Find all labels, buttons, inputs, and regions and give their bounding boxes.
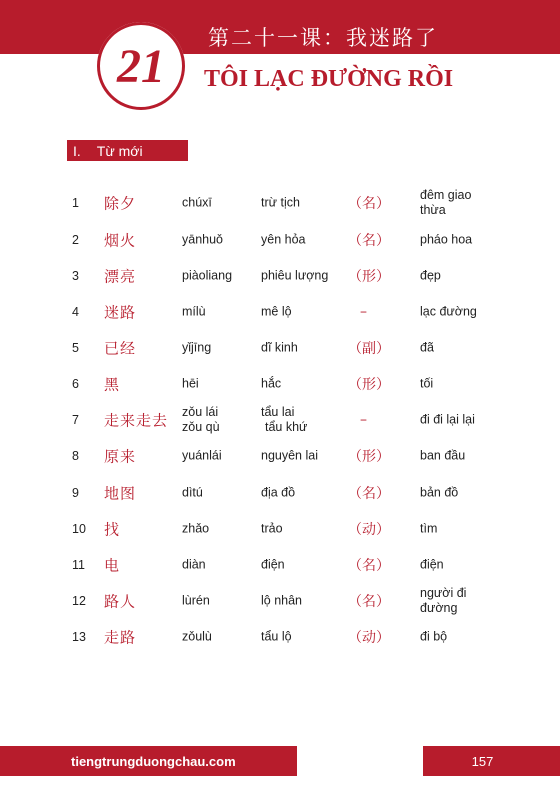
vocab-hanviet — [261, 449, 318, 464]
vocab-row — [0, 514, 560, 544]
vocab-hanviet-line: địa đồ — [261, 485, 296, 500]
vocab-number: 10 — [72, 522, 86, 536]
vocab-hanviet-line: trảo — [261, 521, 283, 536]
vocab-pinyin-line: yǐjīng — [182, 340, 212, 355]
vocab-row — [0, 261, 560, 291]
vocab-pinyin — [182, 405, 220, 435]
vocab-meaning-line: đẹp — [420, 268, 441, 283]
lesson-title-vietnamese: TÔI LẠC ĐƯỜNG RỒI — [204, 66, 454, 92]
vocab-hanzi: 已经 — [104, 339, 137, 358]
vocab-pinyin — [182, 341, 211, 356]
vocab-meaning-line: người đi — [420, 586, 467, 600]
vocab-row — [0, 225, 560, 255]
vocab-hanzi: 烟火 — [104, 231, 137, 250]
vocab-hanzi: 黑 — [104, 375, 121, 394]
vocab-number: 3 — [72, 269, 79, 283]
vocab-hanviet-line: hắc — [261, 376, 282, 391]
vocab-meaning-line: đi đi lại lại — [420, 412, 475, 427]
vocab-pinyin — [182, 377, 199, 392]
vocab-meaning — [420, 233, 520, 248]
vocab-hanviet — [261, 405, 307, 435]
vocab-pinyin-line: piàoliang — [182, 268, 233, 283]
vocab-word-type: – — [360, 304, 367, 320]
vocab-row — [0, 586, 560, 616]
vocab-pinyin-line: zǒu lái — [182, 405, 219, 419]
vocab-pinyin-line: dìtú — [182, 485, 203, 500]
vocab-hanviet — [261, 630, 292, 645]
vocab-meaning — [420, 586, 520, 616]
vocab-meaning-line: pháo hoa — [420, 232, 473, 247]
vocab-number: 2 — [72, 233, 79, 247]
vocab-pinyin-line: zhǎo — [182, 521, 210, 536]
vocab-row — [0, 405, 560, 435]
section-number: I. — [73, 142, 81, 159]
vocab-hanviet — [261, 486, 295, 501]
vocab-hanviet-line: tẩu lai — [261, 405, 295, 419]
vocab-pinyin-line: zǒulù — [182, 629, 212, 644]
lesson-badge — [97, 22, 185, 110]
page-number: 157 — [471, 753, 494, 769]
vocab-pinyin — [182, 233, 223, 248]
vocab-meaning-line: đã — [420, 340, 434, 355]
vocab-number: 6 — [72, 377, 79, 391]
vocab-hanzi: 迷路 — [104, 303, 137, 322]
vocab-pinyin-line: lùrén — [182, 593, 210, 608]
vocab-pinyin — [182, 449, 222, 464]
section-label: Từ mới — [96, 142, 143, 159]
vocab-pinyin — [182, 594, 210, 609]
vocab-row — [0, 369, 560, 399]
vocab-meaning-line: đường — [420, 601, 458, 615]
vocab-meaning-line: bản đồ — [420, 485, 459, 500]
vocab-row — [0, 333, 560, 363]
vocab-number: 8 — [72, 449, 79, 463]
vocab-hanviet — [261, 594, 302, 609]
vocab-hanviet-line: lộ nhân — [261, 593, 303, 608]
vocab-hanzi: 原来 — [104, 447, 137, 466]
vocab-hanviet-line: nguyên lai — [261, 448, 318, 463]
vocab-hanviet-line: tẩu lộ — [261, 629, 292, 644]
vocab-hanzi: 找 — [104, 520, 121, 539]
vocab-word-type: （形） — [348, 377, 390, 393]
vocab-pinyin-line: mílù — [182, 304, 206, 319]
vocab-word-type: （动） — [348, 630, 390, 646]
vocab-number: 11 — [72, 558, 85, 572]
vocab-pinyin — [182, 196, 212, 211]
vocab-hanviet — [261, 196, 300, 211]
vocab-hanviet-line: trừ tịch — [261, 195, 300, 210]
vocab-pinyin-line: chúxī — [182, 195, 212, 210]
vocab-pinyin-line: zǒu qù — [182, 420, 220, 434]
vocab-word-type: （名） — [348, 486, 390, 502]
vocab-word-type: （动） — [348, 522, 390, 538]
vocab-word-type: （名） — [348, 233, 390, 249]
vocab-word-type: （形） — [348, 269, 390, 285]
vocab-pinyin — [182, 630, 212, 645]
vocab-hanzi: 除夕 — [104, 194, 137, 213]
vocab-meaning-line: đi bộ — [420, 629, 448, 644]
vocab-meaning — [420, 558, 520, 573]
vocab-meaning-line: ban đầu — [420, 448, 466, 463]
vocab-pinyin — [182, 558, 206, 573]
vocab-pinyin-line: diàn — [182, 557, 206, 572]
vocab-number: 13 — [72, 630, 86, 644]
vocab-hanzi: 走路 — [104, 628, 137, 647]
vocab-hanviet — [261, 522, 283, 537]
vocab-hanzi: 路人 — [104, 592, 137, 611]
vocab-number: 4 — [72, 305, 79, 319]
vocab-hanviet — [261, 269, 328, 284]
vocab-meaning — [420, 449, 520, 464]
vocab-number: 7 — [72, 413, 79, 427]
vocab-word-type: – — [360, 412, 367, 428]
vocab-word-type: （名） — [348, 594, 390, 610]
vocab-word-type: （形） — [348, 449, 390, 465]
vocab-meaning-line: tìm — [420, 521, 438, 536]
vocab-row — [0, 441, 560, 471]
vocab-meaning — [420, 630, 520, 645]
footer-website-bar — [0, 746, 297, 776]
vocab-meaning-line: tối — [420, 376, 434, 391]
vocab-hanzi: 漂亮 — [104, 267, 137, 286]
vocab-row — [0, 550, 560, 580]
vocab-meaning — [420, 486, 520, 501]
vocab-hanviet-line: tẩu khứ — [265, 420, 308, 434]
website-url: tiengtrungduongchau.com — [71, 753, 236, 769]
vocab-pinyin — [182, 269, 232, 284]
vocab-row — [0, 188, 560, 218]
vocab-hanzi: 地图 — [104, 484, 137, 503]
vocab-pinyin — [182, 522, 209, 537]
vocab-pinyin-line: hēi — [182, 376, 199, 391]
vocab-meaning — [420, 377, 520, 392]
vocab-meaning-line: đêm giao — [420, 188, 472, 202]
vocab-meaning — [420, 522, 520, 537]
vocab-hanzi: 电 — [104, 556, 121, 575]
vocab-pinyin-line: yānhuǒ — [182, 232, 224, 247]
vocab-hanviet — [261, 233, 305, 248]
vocab-hanviet-line: dĩ kinh — [261, 340, 298, 355]
vocab-hanviet — [261, 558, 285, 573]
vocab-hanviet — [261, 341, 298, 356]
section-heading — [67, 140, 188, 161]
vocab-pinyin — [182, 486, 203, 501]
vocab-meaning-line: điện — [420, 557, 444, 572]
vocab-hanviet-line: phiêu lượng — [261, 268, 329, 283]
lesson-number: 21 — [117, 40, 165, 93]
vocab-meaning — [420, 188, 520, 218]
vocab-number: 12 — [72, 594, 86, 608]
vocab-hanviet-line: điện — [261, 557, 285, 572]
vocab-meaning — [420, 305, 520, 320]
vocab-meaning-line: lạc đường — [420, 304, 477, 319]
vocab-pinyin-line: yuánlái — [182, 448, 222, 463]
vocab-hanviet — [261, 377, 281, 392]
vocab-word-type: （副） — [348, 341, 390, 357]
vocab-word-type: （名） — [348, 196, 390, 212]
vocab-hanviet-line: yên hỏa — [261, 232, 306, 247]
vocab-number: 1 — [72, 196, 79, 210]
vocab-hanviet — [261, 305, 292, 320]
vocab-hanzi: 走来走去 — [104, 411, 169, 430]
lesson-title-chinese: 第二十一课：我迷路了 — [208, 26, 438, 50]
vocab-pinyin — [182, 305, 206, 320]
vocab-number: 9 — [72, 486, 79, 500]
footer-page-bar — [423, 746, 560, 776]
vocab-meaning — [420, 341, 520, 356]
vocab-row — [0, 622, 560, 652]
vocab-hanviet-line: mê lộ — [261, 304, 292, 319]
vocab-number: 5 — [72, 341, 79, 355]
vocab-meaning — [420, 269, 520, 284]
vocab-row — [0, 297, 560, 327]
vocab-row — [0, 478, 560, 508]
vocab-meaning-line: thừa — [420, 203, 446, 217]
vocab-word-type: （名） — [348, 558, 390, 574]
vocab-meaning — [420, 413, 520, 428]
